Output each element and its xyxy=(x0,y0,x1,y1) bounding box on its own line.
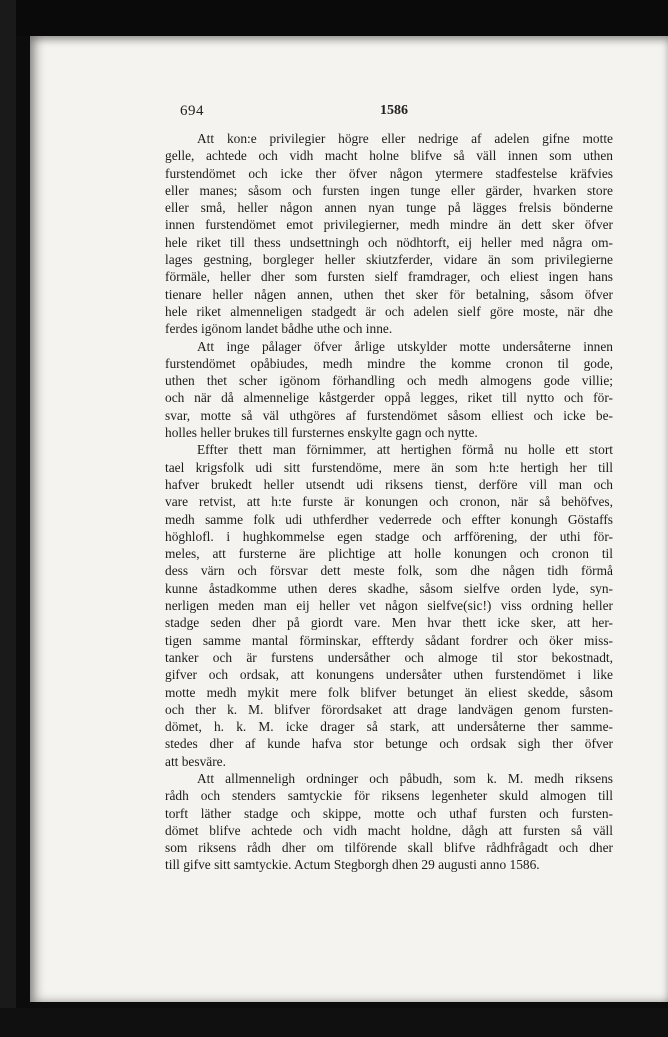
text-line: furstendömet och icke ther öfver någon ytermere stadfestelse kräfvies xyxy=(165,165,613,181)
text-line: nerligen meden man eij heller vet någon sielfve(sic!) viss ordning heller xyxy=(165,598,613,614)
text-line: Att allmenneligh ordninger och påbudh, som k. M. medh riksens xyxy=(197,770,613,786)
scan-top-border xyxy=(0,0,668,36)
page-header xyxy=(180,100,610,124)
text-line: stedes dher af kunde hafva stor betunge och ordsak sigh ther öfver xyxy=(165,736,613,752)
text-line: Effter thett man förnimmer, att hertighen förmå nu holle ett stort xyxy=(197,442,613,458)
text-line: tanker och är furstens undersåther och almoge til stor bekostnadt, xyxy=(165,649,613,665)
text-line: svar, motte så väl uthgöres af furstendömet såsom elliest och icke be- xyxy=(165,407,613,423)
text-line: till gifve sitt samtyckie. Actum Stegborgh dhen 29 augusti anno 1586. xyxy=(165,857,540,873)
text-line: stadge seden dher på giordt vare. Men hvar thett icke sker, att her- xyxy=(165,615,613,631)
text-line: förmäle, heller dher som fursten sielf framdrager, och eliest ingen hans xyxy=(165,269,613,285)
text-line: ferdes igönom landet bådhe uthe och inne. xyxy=(165,321,393,337)
text-line: tigen samme mantal förminskar, effterdy sådant fordrer och öker miss- xyxy=(165,632,613,648)
text-line: gifver och ordsak, att konungens undersåter uthen furstendömet i like xyxy=(165,667,613,683)
text-line: hafver brukedt heller utsendt udi riksens tienst, derföre vill man och xyxy=(165,476,613,492)
text-line: uthen thet scher igönom förhandling och medh almogens gode villie; xyxy=(165,373,613,389)
text-line: gelle, achtede och vidh macht holne blifve så väll innen som uthen xyxy=(165,148,613,164)
text-line: furstendömet opåbiudes, medh mindre the komme cronon til gode, xyxy=(165,355,613,371)
text-line: dömet blifve achtede och vidh macht holdne, dågh att fursten så väll xyxy=(165,822,613,838)
scan-left-border xyxy=(0,0,16,1037)
scan-bottom-border xyxy=(0,1008,668,1037)
text-line: och ther k. M. blifver förordsaket att drage landvägen genom fursten- xyxy=(165,701,613,717)
text-line: innen furstendömet emot privilegierner, medh mindre än dett sker öfver xyxy=(165,217,613,233)
text-line: lages gestning, borgleger heller skiutzferder, vidare än som privilegierne xyxy=(165,252,613,268)
paragraph xyxy=(165,130,613,338)
paragraph xyxy=(165,338,613,442)
text-line: höghlofl. i hughkommelse egen stadge och arfförening, der uthi för- xyxy=(165,528,613,544)
text-line: Att kon:e privilegier högre eller nedrige af adelen gifne motte xyxy=(197,131,613,146)
text-line: kunne åstadkomme uthen deres skadhe, såsom sielfve orden lyde, syn- xyxy=(165,580,613,596)
text-line: tienare heller någen annen, uthen thet sker för betalning, såsom öfver xyxy=(165,286,613,302)
text-line: att besväre. xyxy=(165,753,226,769)
text-line: dess värn och försvar dett meste folk, som dhe någen tidh förmå xyxy=(165,563,613,579)
text-line: vare retvist, att h:te furste är konungen och cronon, när så behöfves, xyxy=(165,494,613,510)
text-line: torft läther stadge och skippe, motte och uthaf fursten och fursten- xyxy=(165,805,613,821)
text-line: hele riket till thess undsettningh och nödhtorft, eij heller med några om- xyxy=(165,234,613,250)
text-line: holles heller brukes till fursternes enskylte gagn och nytte. xyxy=(165,425,478,441)
paragraph xyxy=(165,441,613,770)
text-line: och när då almennelige kåstgerder oppå legges, riket till nytto och för- xyxy=(165,390,613,406)
text-line: medh samme folk udi uthferdher vederrede och effter konungh Göstaffs xyxy=(165,511,613,527)
text-line: meles, att fursterne äre plichtige att holle konungen och cronon til xyxy=(165,546,613,562)
body-text xyxy=(165,130,613,874)
text-line: hele riket almenneligen stadgedt är och adelen sielf göre moste, när dhe xyxy=(165,303,613,319)
text-line: eller manes; såsom och fursten ingen tunge eller gärder, hvarken store xyxy=(165,182,613,198)
text-line: som riksens rådh dher om tilförende skall blifve rådhfrågadt och dher xyxy=(165,840,613,856)
text-line: dömet, h. k. M. icke drager så stark, att undersåterne ther samme- xyxy=(165,719,613,735)
page-number: 694 xyxy=(180,103,204,119)
paragraph xyxy=(165,770,613,874)
text-line: eller små, heller någon annen nyan tunge på lägges frelsis bönderne xyxy=(165,200,613,216)
text-line: Att inge pålager öfver årlige utskylder motte undersåterne innen xyxy=(197,338,613,354)
running-head-year: 1586 xyxy=(380,103,408,118)
text-line: rådh och stenders samtyckie för riksens legenheter skuld almogen till xyxy=(165,788,613,804)
text-line: motte medh mykit mere folk blifver betunget än eliest skedde, såsom xyxy=(165,684,613,700)
text-line: tael krigsfolk udi sitt furstendöme, mere än som h:te hertigh her till xyxy=(165,459,613,475)
